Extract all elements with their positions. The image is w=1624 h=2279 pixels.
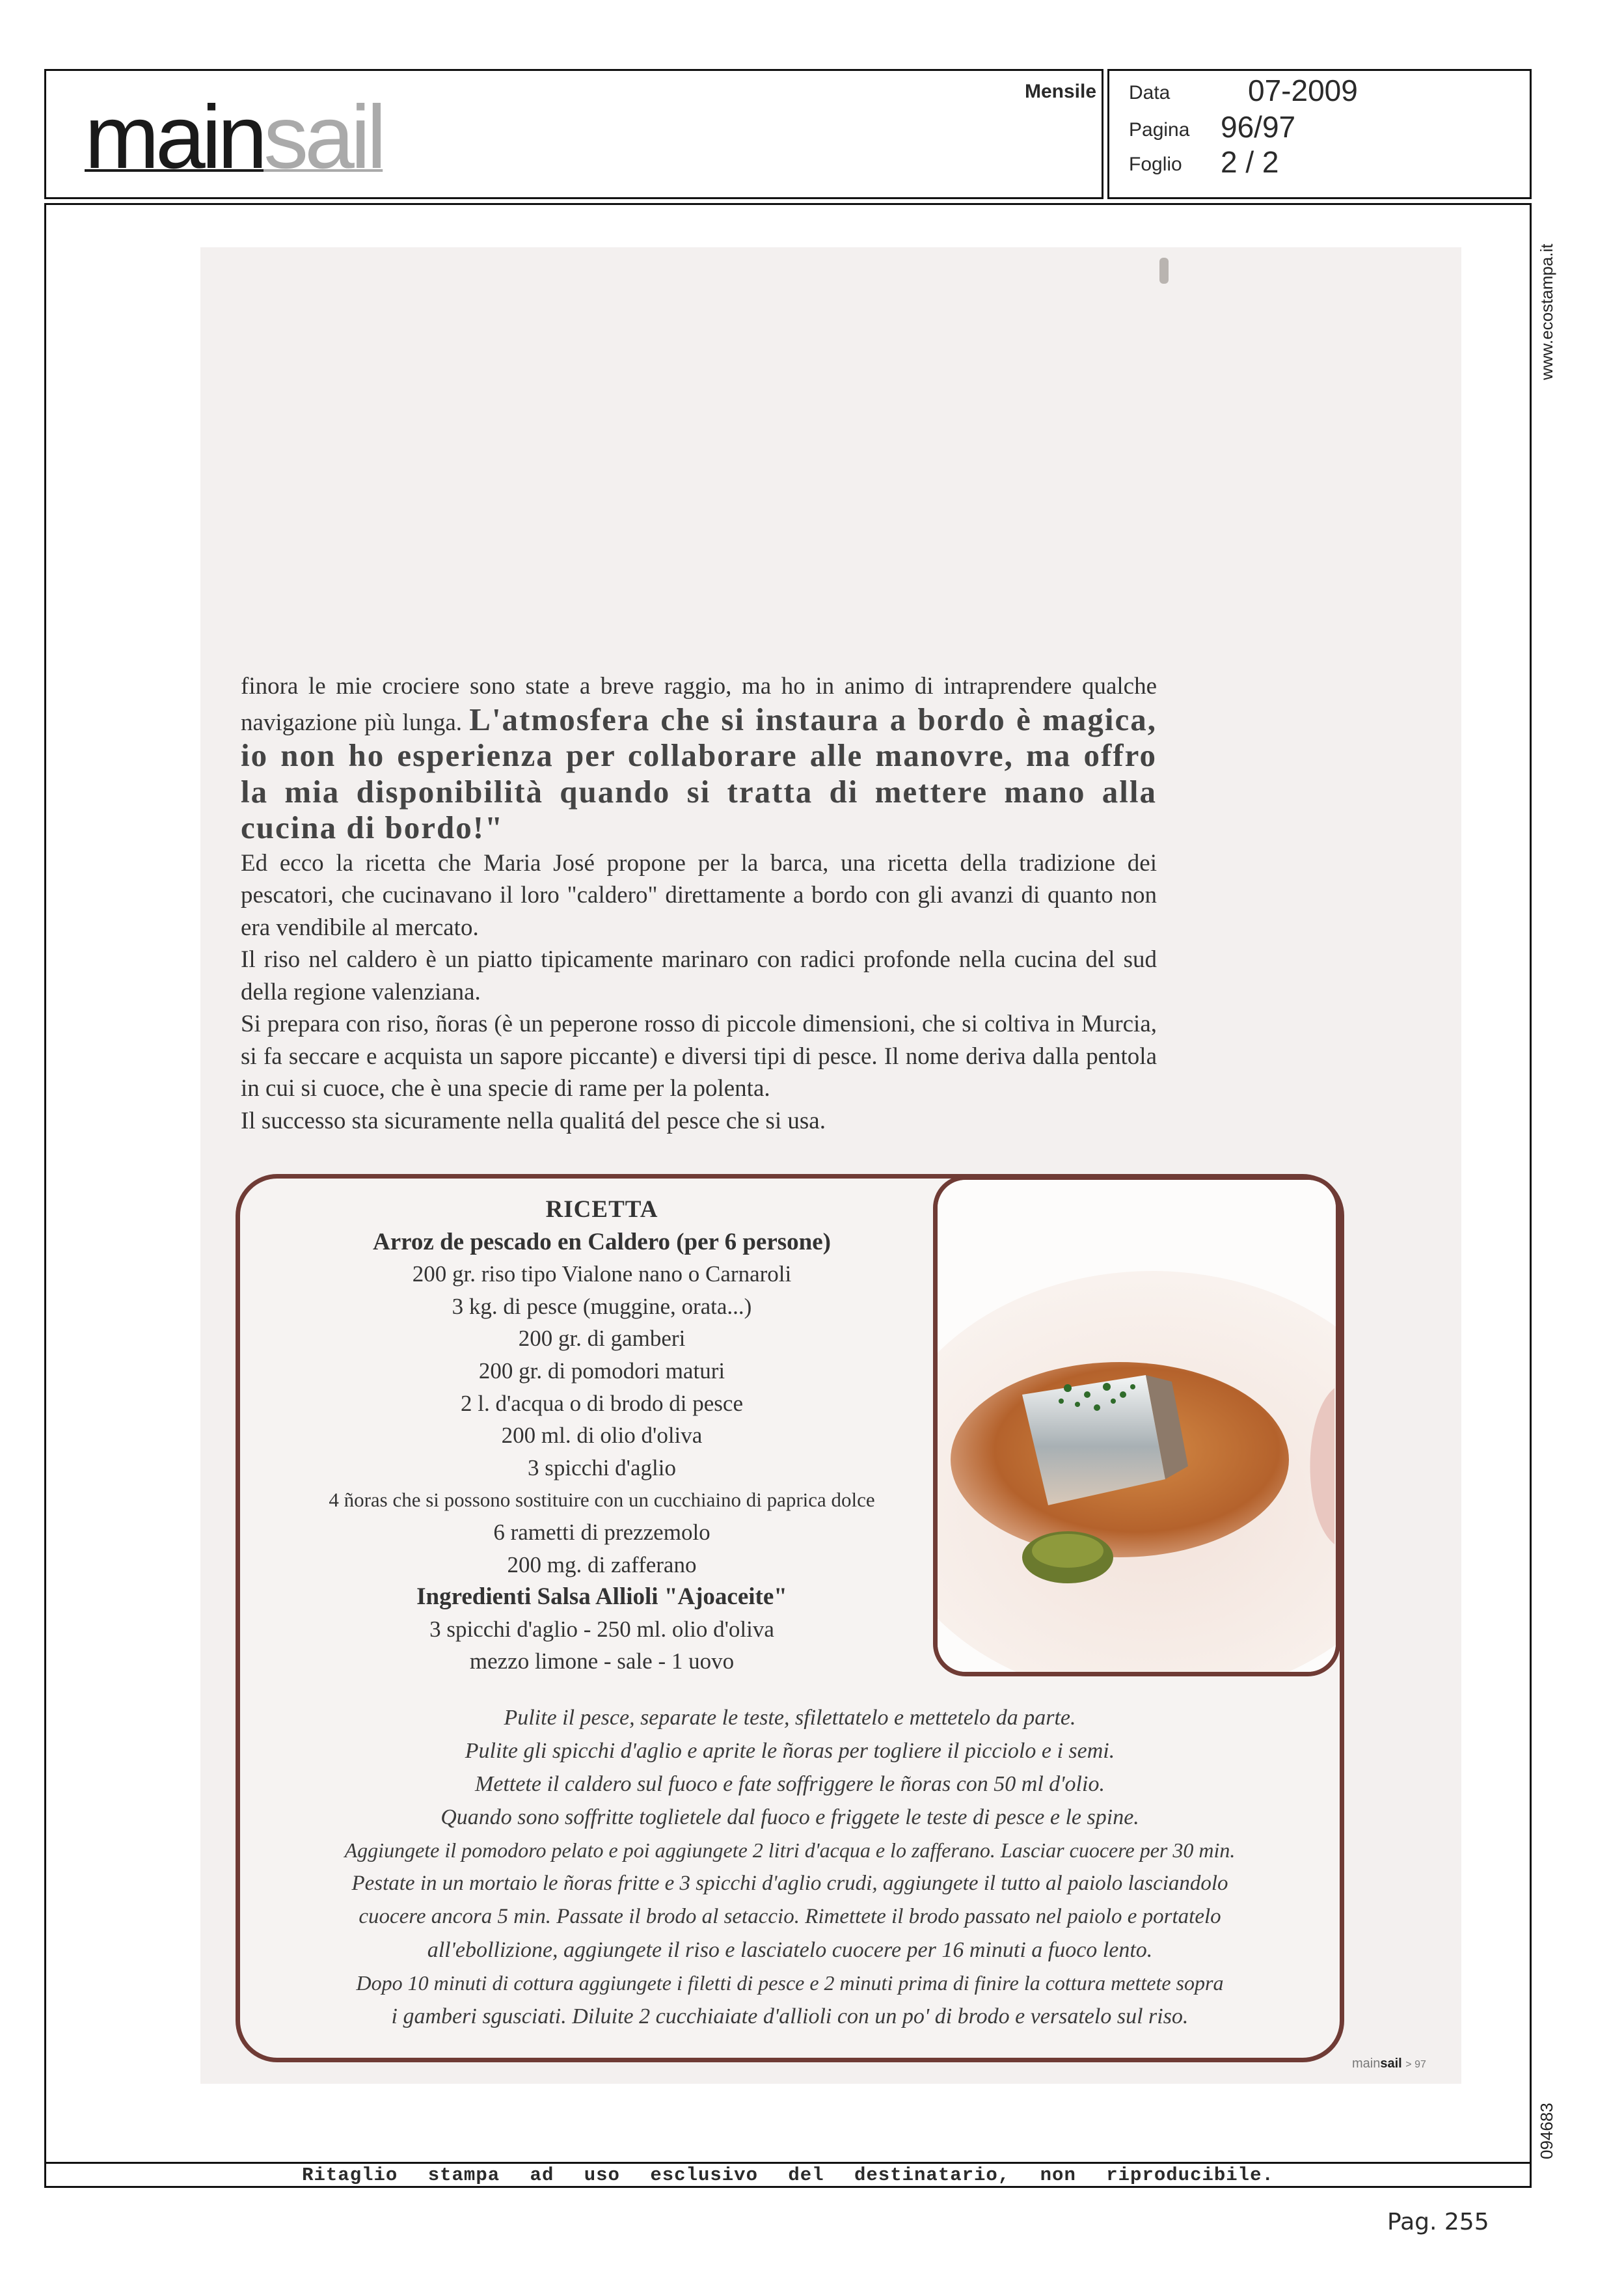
- instructions: [247, 1701, 1333, 2033]
- meta-sheet-label: Foglio: [1129, 154, 1182, 175]
- ingredient-item: 200 gr. riso tipo Vialone nano o Carnaroli: [412, 1261, 792, 1287]
- ingredients-list: [247, 1194, 956, 1678]
- meta-page-label: Pagina: [1129, 119, 1190, 141]
- instruction-line: all'ebollizione, aggiungete il riso e lasciatelo cuocere per 16 minuti a fuoco lento.: [427, 1938, 1153, 1962]
- instruction-line: Quando sono soffritte toglietele dal fuoco e friggete le teste di pesce e le spine.: [440, 1805, 1139, 1829]
- scan-mark: [1159, 258, 1169, 284]
- ingredient-item: 200 gr. di pomodori maturi: [478, 1358, 725, 1384]
- ingredient-item: 2 l. d'acqua o di brodo di pesce: [461, 1390, 743, 1416]
- instruction-line: i gamberi sgusciati. Diluite 2 cucchiaiate d'allioli con un po' di brodo e versatelo sul riso.: [391, 2004, 1189, 2028]
- instruction-line: Mettete il caldero sul fuoco e fate soffriggere le ñoras con 50 ml d'olio.: [475, 1772, 1105, 1796]
- recipe-heading: RICETTA: [545, 1196, 658, 1223]
- publication-logo: mainsail: [85, 87, 383, 187]
- pull-quote: L'atmosfera che si instaura a bordo è magica, io non ho esperienza per collaborare alle manovre, ma offro la mia disponibilità quando si tratta di mettere mano alla cucina di bordo!": [241, 701, 1157, 845]
- page-number: Pag. 255: [1387, 2209, 1489, 2235]
- frequency-label: Mensile: [1025, 81, 1097, 102]
- ingredient-item: 3 spicchi d'aglio: [528, 1454, 676, 1481]
- ingredient-item: 200 ml. di olio d'oliva: [501, 1423, 703, 1449]
- ingredient-item: 4 ñoras che si possono sostituire con un cucchiaino di paprica dolce: [329, 1488, 875, 1512]
- instruction-line: Aggiungete il pomodoro pelato e poi aggiungete 2 litri d'acqua e lo zafferano. Lasciar cuocere per 30 min.: [344, 1838, 1236, 1862]
- ingredient-item: 3 kg. di pesce (muggine, orata...): [452, 1293, 752, 1319]
- dish-photo: [933, 1175, 1340, 1676]
- article-body: [241, 670, 1157, 1137]
- meta-date-label: Data: [1129, 82, 1171, 103]
- instruction-line: cuocere ancora 5 min. Passate il brodo al setaccio. Rimettete il brodo passato nel paiolo e portatelo: [359, 1905, 1221, 1928]
- ingredient-item: 6 rametti di prezzemolo: [493, 1519, 710, 1545]
- instruction-line: Dopo 10 minuti di cottura aggiungete i filetti di pesce e 2 minuti prima di finire la cottura mettete sopra: [356, 1971, 1224, 1995]
- article-paragraph-1: finora le mie crociere sono state a breve raggio, ma ho in animo di intraprendere qualche navigazione più lunga. L'atmosfera che si instaura a bordo è magica, io non ho esperienza per collaborare alle manovre, ma offro la mia disponibilità quando si tratta di mettere mano alla cucina di bordo!": [241, 673, 1157, 845]
- instruction-line: Pestate in un mortaio le ñoras fritte e 3 spicchi d'aglio crudi, aggiungete il tutto al paiolo lasciandolo: [351, 1872, 1228, 1895]
- instruction-line: Pulite il pesce, separate le teste, sfilettatelo e mettetelo da parte.: [504, 1706, 1076, 1730]
- meta-date-value: 07-2009: [1248, 74, 1358, 107]
- article-paragraph-4: Si prepara con riso, ñoras (è un peperone rosso di piccole dimensioni, che si coltiva in Murcia, si fa seccare e acquista un sapore piccante) e diversi tipi di pesce. Il nome deriva dalla pentola in cui si cuoce, che è una specie di rame per la polenta.: [241, 1011, 1157, 1102]
- dish-illustration: [938, 1180, 1336, 1672]
- footer-notice: Ritaglio stampa ad uso esclusivo del destinatario, non riproducibile.: [302, 2164, 1274, 2186]
- ingredient-item: 200 mg. di zafferano: [507, 1551, 697, 1577]
- footer-divider: [44, 2162, 1532, 2164]
- sauce-item: 3 spicchi d'aglio - 250 ml. olio d'oliva: [429, 1616, 774, 1642]
- side-code: 094683: [1537, 2103, 1556, 2159]
- magazine-folio: mainsail > 97: [1352, 2056, 1426, 2071]
- article-paragraph-3: Il riso nel caldero è un piatto tipicamente marinaro con radici profonde nella cucina del sud della regione valenziana.: [241, 946, 1157, 1005]
- sauce-item: mezzo limone - sale - 1 uovo: [469, 1648, 735, 1674]
- instruction-line: Pulite gli spicchi d'aglio e aprite le ñoras per togliere il picciolo e i semi.: [465, 1739, 1115, 1763]
- recipe-title: Arroz de pescado en Caldero (per 6 persone): [373, 1228, 831, 1255]
- ingredient-item: 200 gr. di gamberi: [518, 1326, 686, 1352]
- article-paragraph-5: Il successo sta sicuramente nella qualitá del pesce che si usa.: [241, 1107, 826, 1134]
- side-url: www.ecostampa.it: [1537, 243, 1556, 380]
- sauce-title: Ingredienti Salsa Allioli "Ajoaceite": [416, 1583, 787, 1611]
- article-paragraph-2: Ed ecco la ricetta che Maria José propone per la barca, una ricetta della tradizione dei pescatori, che cucinavano il loro "caldero" direttamente a bordo con gli avanzi di quanto non era vendibile al mercato.: [241, 849, 1157, 941]
- meta-sheet-value: 2 / 2: [1221, 145, 1279, 179]
- meta-page-value: 96/97: [1221, 110, 1296, 144]
